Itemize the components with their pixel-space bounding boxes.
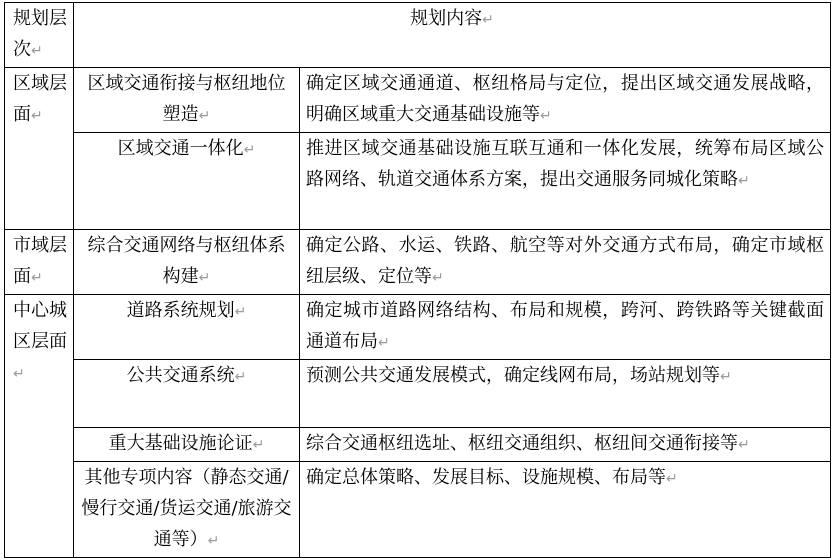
level-cell-regional xyxy=(5,68,74,230)
paragraph-mark-icon xyxy=(432,270,444,286)
header-content-label: 规划内容 xyxy=(410,8,483,29)
item-label: 道路系统规划 xyxy=(126,300,235,321)
paragraph-mark-icon xyxy=(31,270,43,286)
paragraph-mark-icon xyxy=(253,437,265,453)
table-row xyxy=(5,462,831,558)
content-text: 确定城市道路网络结构、布局和规模，跨河、跨铁路等关键截面通道布局 xyxy=(306,300,825,352)
item-label: 区域交通衔接与枢纽地位塑造 xyxy=(87,73,286,125)
paragraph-mark-icon xyxy=(720,369,732,385)
content-cell xyxy=(300,68,831,133)
content-cell xyxy=(300,428,831,462)
level-label: 中心城区层面 xyxy=(13,300,67,352)
content-cell xyxy=(300,295,831,360)
level-cell-municipal xyxy=(5,230,74,295)
header-cell-content xyxy=(74,3,831,68)
table-row xyxy=(5,68,831,133)
paragraph-mark-icon xyxy=(738,437,750,453)
paragraph-mark-icon xyxy=(208,533,220,549)
content-text: 确定总体策略、发展目标、设施规模、布局等 xyxy=(306,467,666,488)
planning-table xyxy=(4,2,831,558)
paragraph-mark-icon xyxy=(244,142,256,158)
item-cell xyxy=(74,295,300,360)
item-cell xyxy=(74,230,300,295)
table-header-row xyxy=(5,3,831,68)
table-row xyxy=(5,428,831,462)
table-row xyxy=(5,295,831,360)
content-cell xyxy=(300,360,831,428)
paragraph-mark-icon xyxy=(540,108,552,124)
paragraph-mark-icon xyxy=(199,270,211,286)
header-level-label: 规划层次 xyxy=(13,8,67,60)
content-text: 确定区域交通通道、枢纽格局与定位，提出区域交通发展战略，明确区域重大交通基础设施等 xyxy=(306,73,825,125)
item-cell xyxy=(74,133,300,230)
content-cell xyxy=(300,230,831,295)
paragraph-mark-icon xyxy=(31,108,43,124)
item-cell xyxy=(74,462,300,558)
level-label: 市域层面 xyxy=(13,235,67,287)
paragraph-mark-icon xyxy=(666,471,678,487)
item-label: 其他专项内容（静态交通/慢行交通/货运交通/旅游交通等） xyxy=(81,467,292,550)
content-text: 确定公路、水运、铁路、航空等对外交通方式布局，确定市域枢纽层级、定位等 xyxy=(306,235,825,287)
item-label: 综合交通网络与枢纽体系构建 xyxy=(87,235,286,287)
table-row xyxy=(5,133,831,230)
table-row xyxy=(5,360,831,428)
item-cell xyxy=(74,360,300,428)
content-text: 推进区域交通基础设施互联互通和一体化发展，统筹布局区域公路网络、轨道交通体系方案，提出交通服务同城化策略 xyxy=(306,138,825,190)
paragraph-mark-icon xyxy=(738,173,750,189)
item-label: 公共交通系统 xyxy=(126,365,235,386)
content-text: 综合交通枢纽选址、枢纽交通组织、枢纽间交通衔接等 xyxy=(306,433,738,454)
paragraph-mark-icon xyxy=(235,304,247,320)
content-cell xyxy=(300,462,831,558)
paragraph-mark-icon xyxy=(31,43,43,59)
item-label: 区域交通一体化 xyxy=(117,138,244,159)
paragraph-mark-icon xyxy=(13,366,25,382)
paragraph-mark-icon xyxy=(235,369,247,385)
content-cell xyxy=(300,133,831,230)
item-label: 重大基础设施论证 xyxy=(108,433,253,454)
item-cell xyxy=(74,428,300,462)
item-cell xyxy=(74,68,300,133)
header-cell-level xyxy=(5,3,74,68)
table-row xyxy=(5,230,831,295)
paragraph-mark-icon xyxy=(482,12,494,28)
content-text: 预测公共交通发展模式，确定线网布局，场站规划等 xyxy=(306,365,720,386)
paragraph-mark-icon xyxy=(199,108,211,124)
level-cell-central-city xyxy=(5,295,74,558)
paragraph-mark-icon xyxy=(378,335,390,351)
level-label: 区域层面 xyxy=(13,73,67,125)
